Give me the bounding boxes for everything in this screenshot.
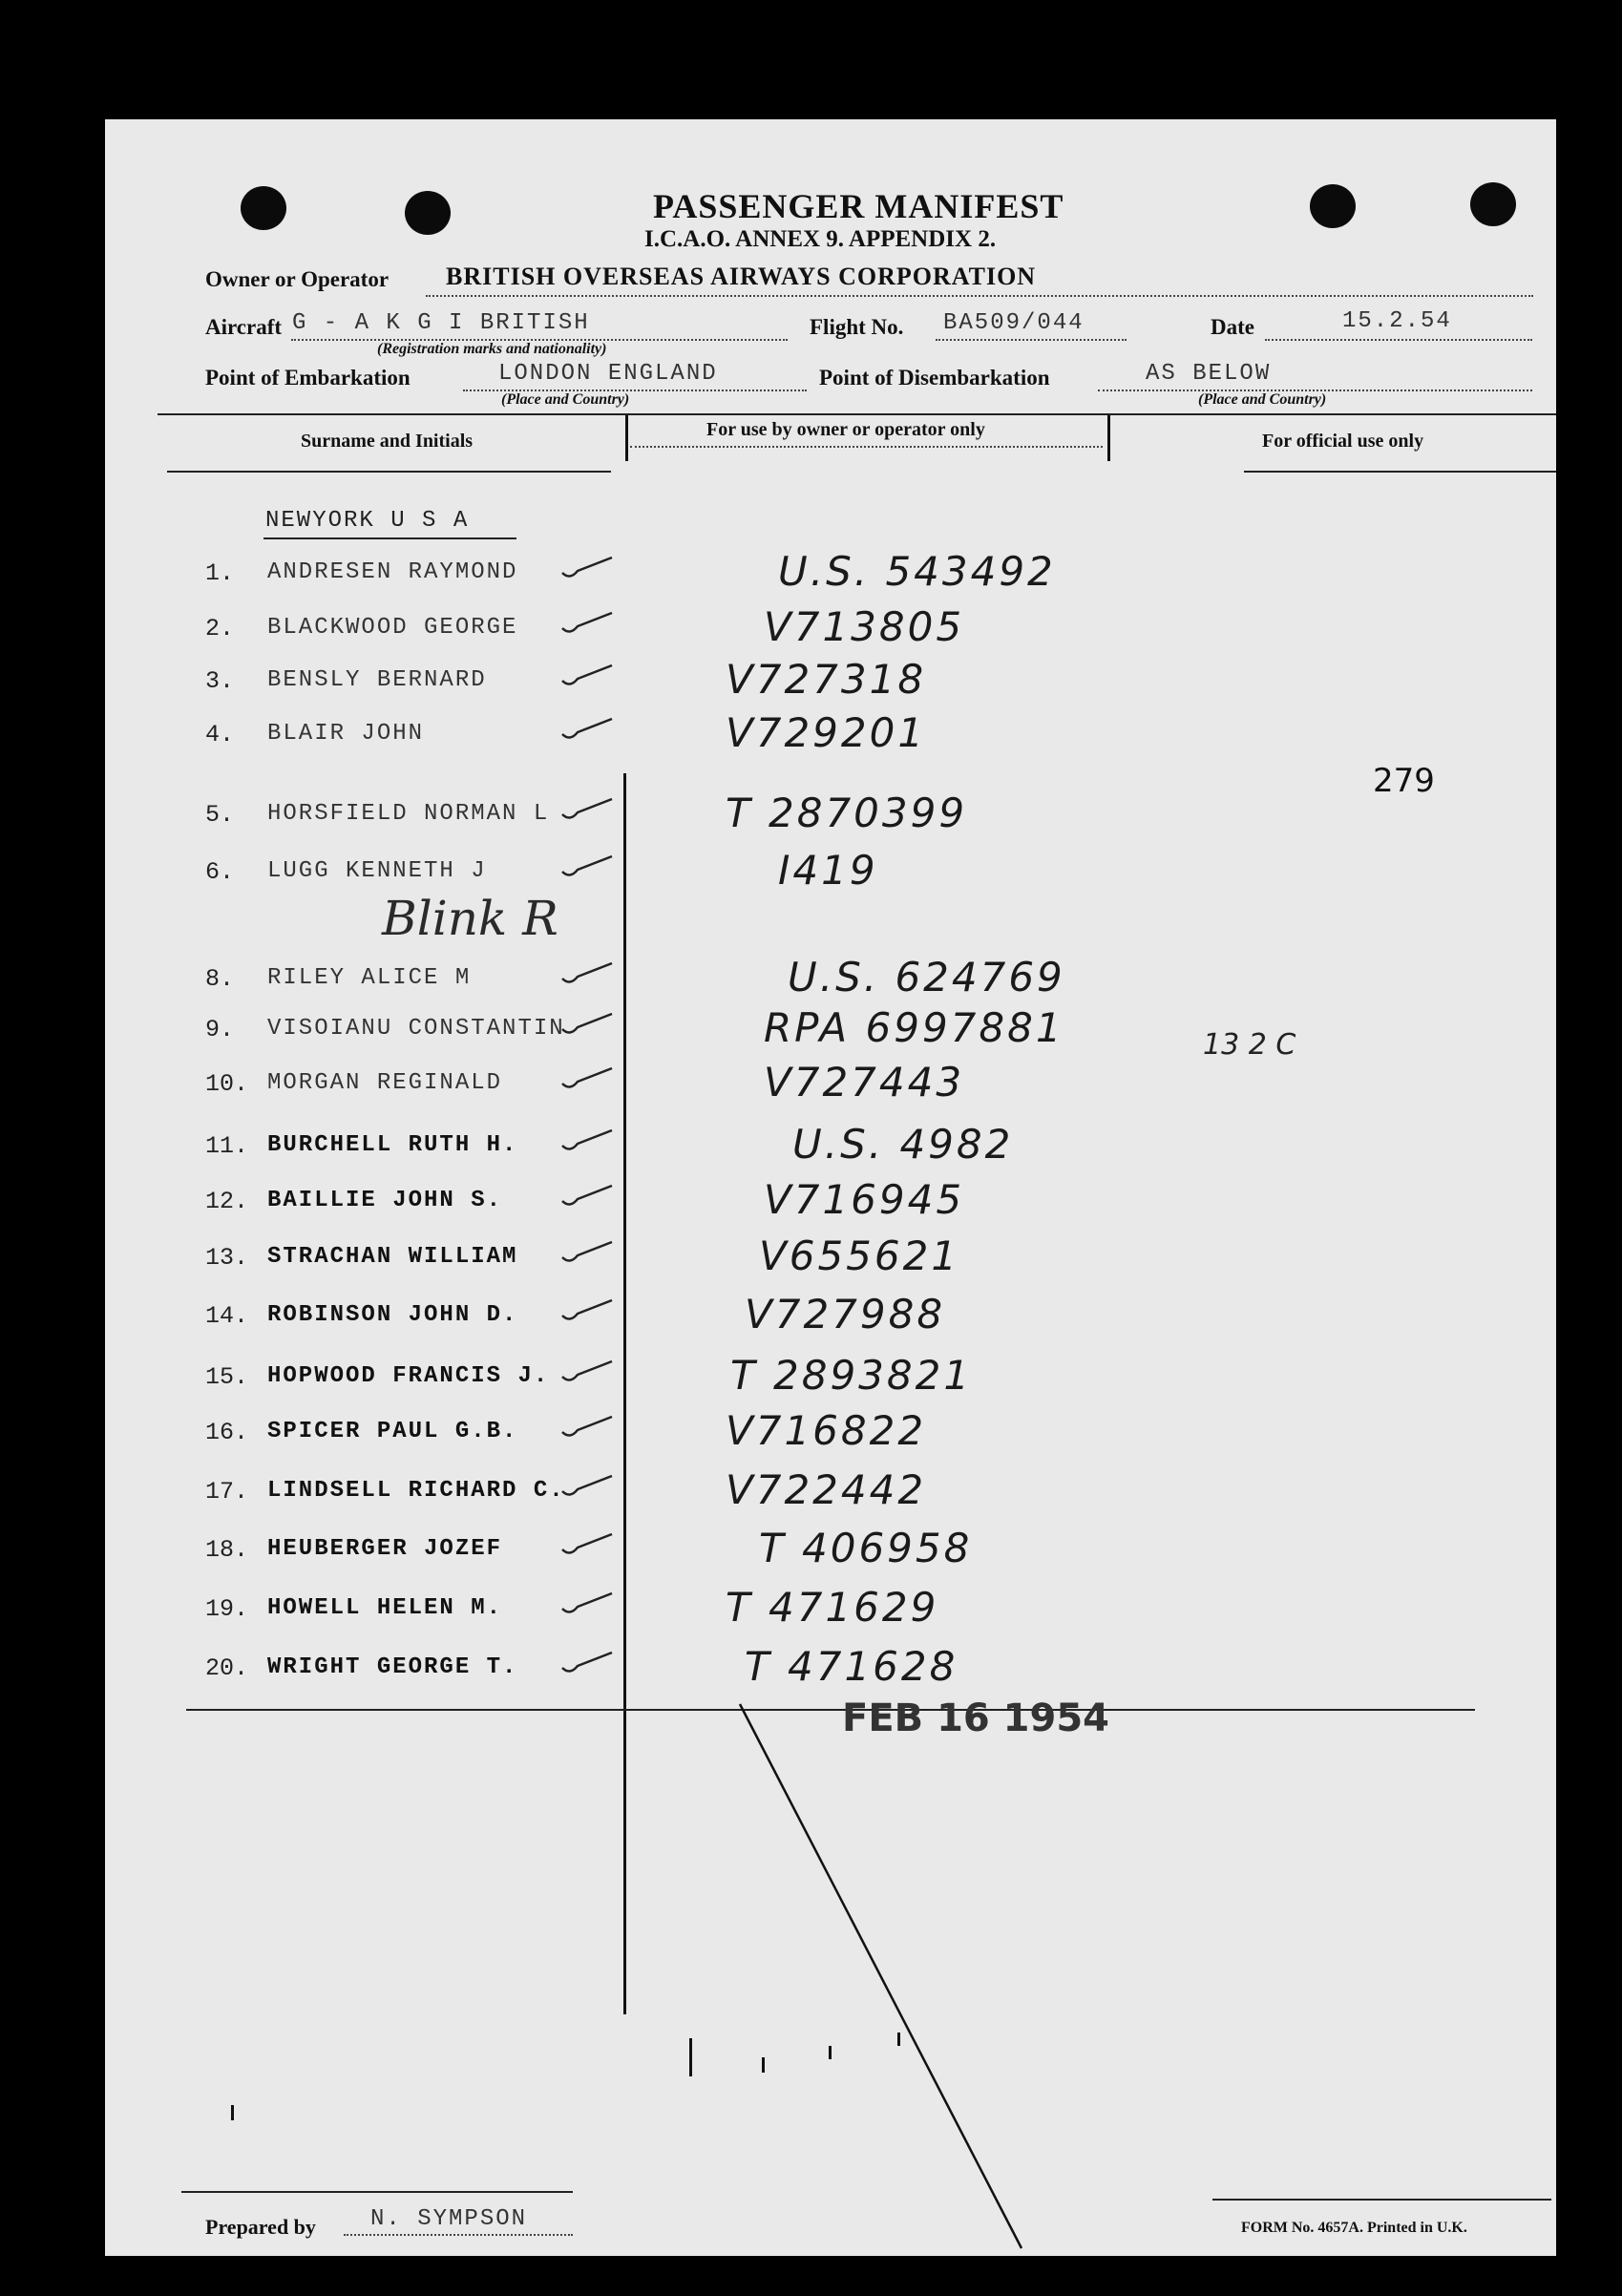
disembark-note: (Place and Country) [1198, 391, 1327, 408]
passport-number: T 471628 [745, 1643, 958, 1690]
passport-number: V716945 [764, 1176, 965, 1223]
passport-number: V729201 [726, 709, 927, 756]
passenger-number: 1. [205, 559, 235, 587]
passenger-name: WRIGHT GEORGE T. [267, 1654, 518, 1680]
page-number: 279 [1373, 762, 1435, 800]
passenger-number: 4. [205, 721, 235, 748]
passenger-number: 14. [205, 1302, 249, 1330]
passenger-name: LUGG KENNETH J [267, 858, 487, 884]
passport-number: T 2870399 [726, 790, 968, 836]
passenger-name: ANDRESEN RAYMOND [267, 559, 518, 585]
owner-label: Owner or Operator [205, 267, 390, 291]
passenger-number: 9. [205, 1016, 235, 1043]
passport-number: U.S. 4982 [792, 1121, 1014, 1168]
signature: Blink R [382, 891, 558, 946]
passenger-number: 3. [205, 667, 235, 695]
passenger-number: 17. [205, 1478, 249, 1506]
flight-value: BA509/044 [943, 310, 1085, 336]
passenger-name: HOPWOOD FRANCIS J. [267, 1363, 550, 1389]
passenger-name: STRACHAN WILLIAM [267, 1244, 518, 1270]
passenger-number: 12. [205, 1188, 249, 1215]
destination: NEWYORK U S A [265, 508, 470, 534]
passenger-name: HEUBERGER JOZEF [267, 1536, 503, 1562]
passenger-number: 11. [205, 1132, 249, 1160]
disembark-value: AS BELOW [1146, 361, 1272, 387]
passport-number: RPA 6997881 [764, 1004, 1064, 1051]
aircraft-value: G - A K G I BRITISH [292, 310, 590, 336]
passenger-number: 19. [205, 1595, 249, 1623]
manifest-sheet [105, 119, 1556, 2256]
passenger-name: RILEY ALICE M [267, 965, 472, 991]
passenger-number: 20. [205, 1654, 249, 1682]
passenger-number: 5. [205, 801, 235, 829]
embark-label: Point of Embarkation [205, 366, 411, 390]
passport-number: V727318 [726, 656, 927, 703]
passport-number: V727443 [764, 1059, 965, 1106]
passenger-name: HOWELL HELEN M. [267, 1595, 503, 1621]
prepared-label: Prepared by [205, 2215, 316, 2239]
passenger-number: 6. [205, 858, 235, 886]
passport-number: T 2893821 [730, 1352, 973, 1399]
prepared-value: N. SYMPSON [370, 2206, 528, 2232]
footer-rule-left [181, 2191, 573, 2193]
margin-annotation: 13 2 C [1203, 1028, 1296, 1062]
flight-label: Flight No. [810, 315, 904, 339]
passenger-number: 8. [205, 965, 235, 993]
passenger-name: LINDSELL RICHARD C. [267, 1478, 565, 1504]
date-stamp: FEB 16 1954 [842, 1696, 1109, 1740]
passenger-name: VISOIANU CONSTANTIN [267, 1016, 565, 1042]
embark-value: LONDON ENGLAND [498, 361, 718, 387]
passport-number: T 406958 [759, 1525, 973, 1571]
passenger-name: BAILLIE JOHN S. [267, 1188, 503, 1213]
passport-number: U.S. 543492 [778, 548, 1056, 595]
passport-number: V713805 [764, 603, 965, 650]
passport-number: V727988 [745, 1291, 946, 1338]
owner-value: BRITISH OVERSEAS AIRWAYS CORPORATION [446, 263, 1037, 290]
embark-note: (Place and Country) [501, 391, 630, 408]
passport-number: U.S. 624769 [788, 954, 1065, 1001]
passport-number: T 471629 [726, 1584, 939, 1631]
passenger-number: 16. [205, 1419, 249, 1446]
passenger-number: 2. [205, 615, 235, 642]
passenger-name: ROBINSON JOHN D. [267, 1302, 518, 1328]
passport-number: V722442 [726, 1466, 927, 1513]
form-number: FORM No. 4657A. Printed in U.K. [1241, 2220, 1467, 2236]
passenger-name: BLAIR JOHN [267, 721, 425, 747]
passport-number: V655621 [759, 1232, 960, 1279]
aircraft-label: Aircraft [205, 315, 283, 339]
passenger-number: 18. [205, 1536, 249, 1564]
date-label: Date [1211, 315, 1254, 339]
footer-rule-right [1212, 2199, 1551, 2201]
date-value: 15.2.54 [1342, 308, 1452, 334]
passenger-name: MORGAN REGINALD [267, 1070, 503, 1096]
aircraft-note: (Registration marks and nationality) [377, 341, 607, 357]
passenger-number: 15. [205, 1363, 249, 1391]
passenger-name: BLACKWOOD GEORGE [267, 615, 518, 641]
col-surname-header: Surname and Initials [301, 431, 474, 452]
passport-number: V716822 [726, 1407, 927, 1454]
passport-number: I419 [778, 847, 878, 894]
passenger-name: SPICER PAUL G.B. [267, 1419, 518, 1444]
disembark-label: Point of Disembarkation [819, 366, 1050, 390]
diagonal-line [105, 119, 1556, 2256]
passenger-number: 10. [205, 1070, 249, 1098]
passenger-name: BENSLY BERNARD [267, 667, 487, 693]
form-title: PASSENGER MANIFEST [653, 187, 1064, 225]
passenger-name: HORSFIELD NORMAN L [267, 801, 550, 827]
passenger-number: 13. [205, 1244, 249, 1272]
form-subtitle: I.C.A.O. ANNEX 9. APPENDIX 2. [644, 226, 997, 252]
prepared-dots [344, 2234, 573, 2236]
passenger-name: BURCHELL RUTH H. [267, 1132, 518, 1158]
col-owner-header: For use by owner or operator only [706, 419, 985, 440]
col-official-header: For official use only [1262, 431, 1424, 452]
